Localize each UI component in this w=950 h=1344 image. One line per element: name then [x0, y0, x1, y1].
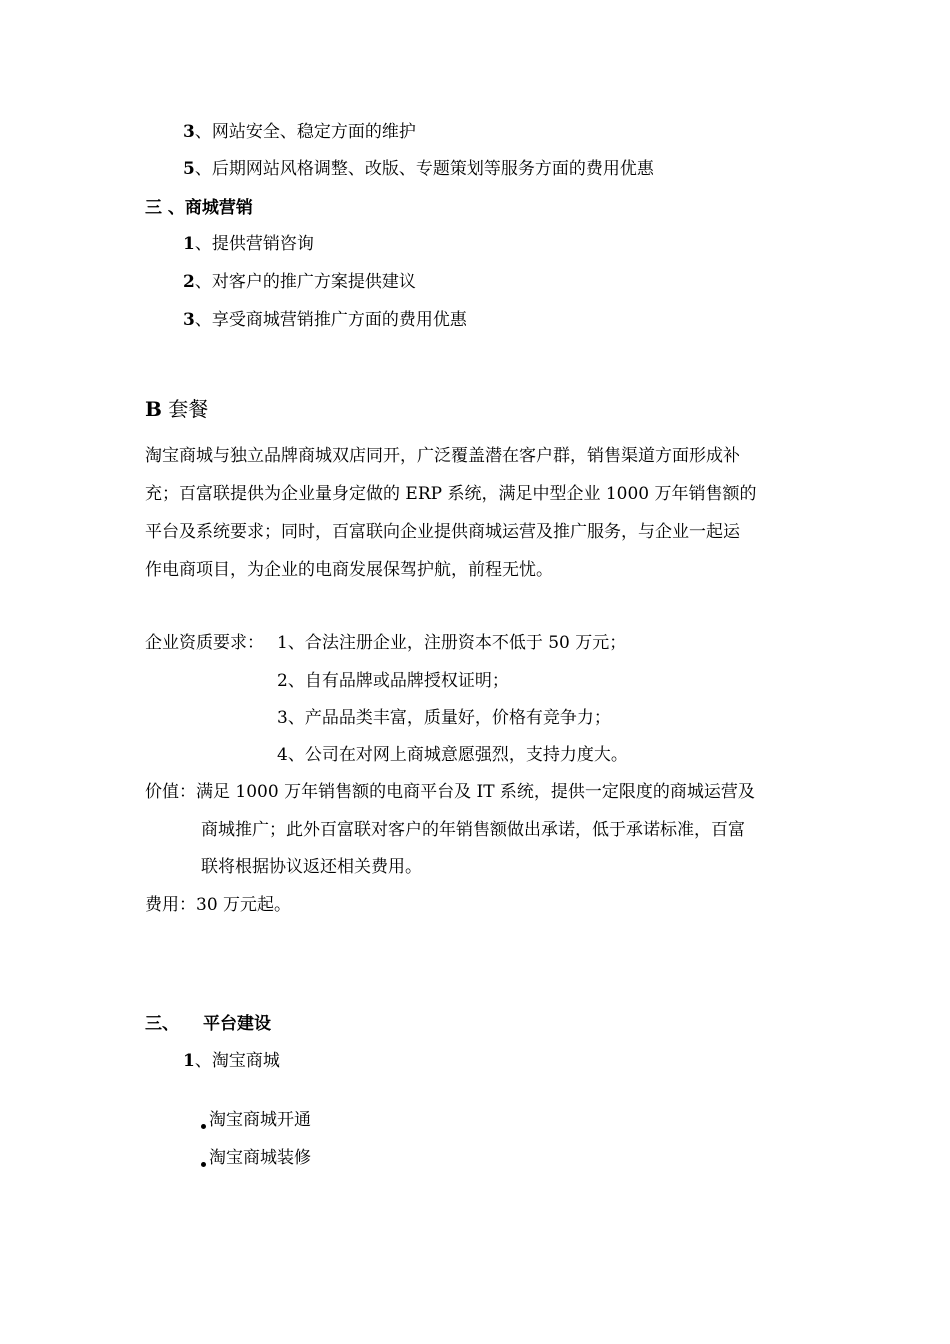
item-number: 1: [183, 234, 195, 254]
platform-heading-text: 平台建设: [203, 1014, 271, 1034]
bullet-item: [201, 1146, 311, 1170]
item-number: 1: [183, 1051, 195, 1071]
bullet-icon: [201, 1124, 206, 1129]
list-item: [183, 232, 314, 256]
value-line: 价值：满足 1000 万年销售额的电商平台及 IT 系统，提供一定限度的商城运营及: [145, 782, 755, 802]
bullet-item: [201, 1108, 311, 1132]
requirement-item: 3、产品品类丰富，质量好，价格有竞争力；: [277, 708, 611, 728]
item-number: 5: [183, 159, 195, 179]
item-text: 、享受商城营销推广方面的费用优惠: [194, 310, 467, 330]
bullet-text: 淘宝商城装修: [209, 1148, 311, 1168]
requirement-item: 4、公司在对网上商城意愿强烈，支持力度大。: [277, 745, 628, 765]
fee-line: 费用：30 万元起。: [145, 895, 292, 915]
item-number: 3: [183, 310, 195, 330]
section-heading-marketing: 三 、商城营销: [145, 198, 253, 218]
intro-line: 平台及系统要求；同时，百富联向企业提供商城运营及推广服务，与企业一起运: [145, 522, 740, 542]
requirement-item: 2、自有品牌或品牌授权证明；: [277, 671, 509, 691]
bullet-text: 淘宝商城开通: [209, 1110, 311, 1130]
item-text: 、对客户的推广方案提供建议: [194, 272, 416, 292]
item-text: 、淘宝商城: [194, 1051, 280, 1071]
platform-subheading: [183, 1049, 280, 1073]
intro-line: 充；百富联提供为企业量身定做的 ERP 系统，满足中型企业 1000 万年销售额的: [145, 484, 757, 504]
item-number: 2: [183, 272, 195, 292]
bullet-icon: [201, 1162, 206, 1167]
requirements-label: 企业资质要求：: [145, 633, 264, 653]
intro-line: 作电商项目，为企业的电商发展保驾护航，前程无忧。: [145, 560, 553, 580]
list-item: [183, 120, 416, 144]
platform-heading-number: 三、: [145, 1014, 179, 1034]
package-title-text: 套餐: [161, 397, 209, 421]
value-line: 联将根据协议返还相关费用。: [201, 857, 422, 877]
intro-line: 淘宝商城与独立品牌商城双店同开，广泛覆盖潜在客户群，销售渠道方面形成补: [145, 446, 740, 466]
item-text: 、网站安全、稳定方面的维护: [194, 122, 416, 142]
value-line: 商城推广；此外百富联对客户的年销售额做出承诺，低于承诺标准，百富: [201, 820, 745, 840]
item-text: 、后期网站风格调整、改版、专题策划等服务方面的费用优惠: [194, 159, 654, 179]
platform-heading: [145, 1012, 271, 1036]
package-b-title: [145, 397, 208, 421]
package-letter: B: [145, 397, 162, 421]
item-number: 3: [183, 122, 195, 142]
list-item: [183, 157, 654, 181]
requirement-item: 1、合法注册企业，注册资本不低于 50 万元；: [277, 633, 627, 653]
item-text: 、提供营销咨询: [194, 234, 314, 254]
list-item: [183, 308, 467, 332]
list-item: [183, 270, 416, 294]
